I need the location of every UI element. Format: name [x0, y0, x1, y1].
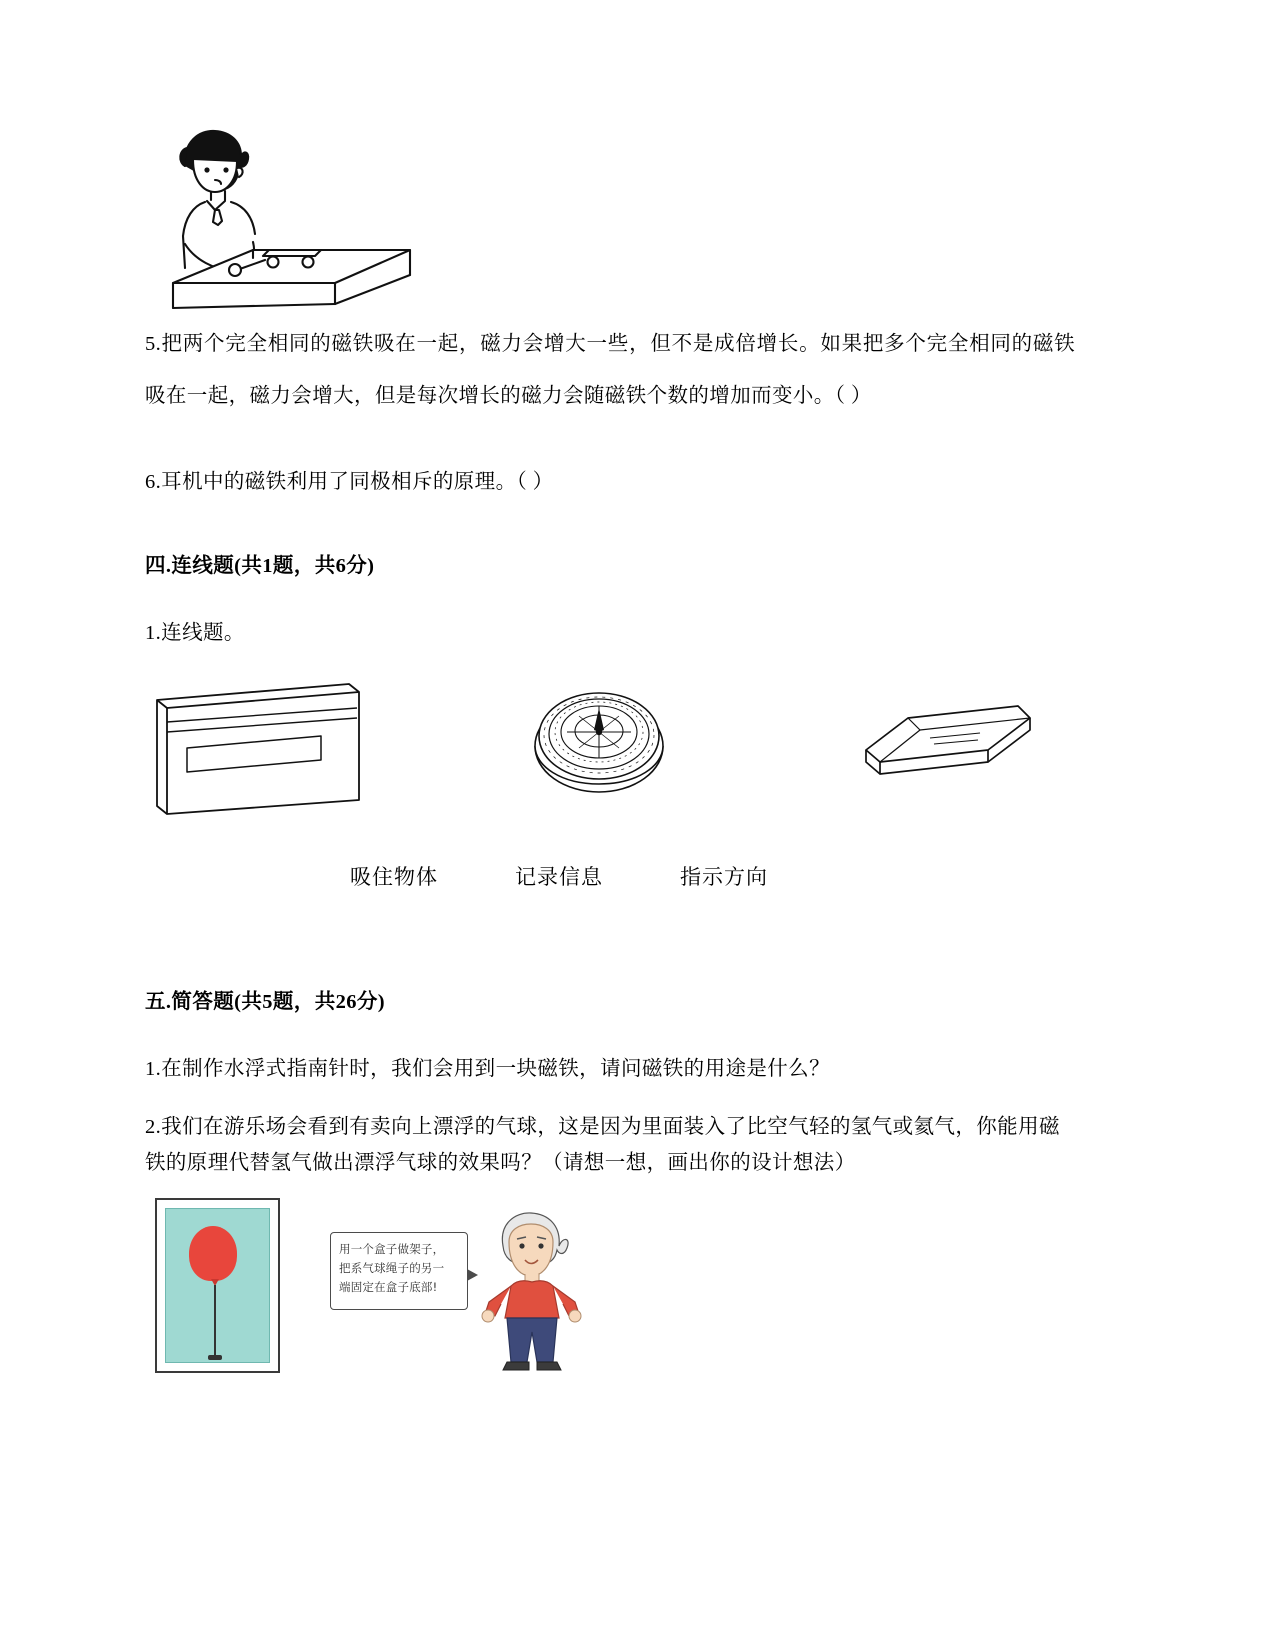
question-lianxian-1: 1.连线题。 — [145, 622, 245, 645]
red-balloon — [189, 1226, 237, 1281]
page-content — [145, 0, 1075, 1423]
section-heading-lianxian: 四.连线题(共1题，共6分) — [145, 555, 375, 578]
match-label-1: 吸住物体 — [350, 865, 438, 890]
balloon-design-figure — [145, 1198, 1075, 1423]
question-judge-6: 6.耳机中的磁铁利用了同极相斥的原理。（ ） — [145, 470, 554, 493]
boy-cart-figure — [145, 118, 410, 303]
match-label-3: 指示方向 — [680, 865, 768, 890]
speech-line-1: 用一个盒子做架子， — [339, 1241, 445, 1256]
speech-line-2: 把系气球绳子的另一 — [339, 1260, 445, 1275]
balloon-string — [214, 1285, 216, 1357]
balloon-box — [155, 1198, 280, 1373]
speech-line-3: 端固定在盒子底部! — [339, 1279, 438, 1294]
question-jianda-1: 1.在制作水浮式指南针时，我们会用到一块磁铁，请问磁铁的用途是什么？ — [145, 1058, 830, 1081]
magnet-card-figure — [153, 678, 363, 818]
objects-figure-row — [145, 666, 1075, 906]
compass-figure — [527, 666, 672, 816]
section-heading-jianda: 五.简答题(共5题，共26分) — [145, 991, 386, 1014]
question-jianda-2: 2.我们在游乐场会看到有卖向上漂浮的气球，这是因为里面装入了比空气轻的氢气或氦气，你能用磁铁的原理代替氢气做出漂浮气球的效果吗？（请想一想，画出你的设计想法） — [145, 1116, 1060, 1175]
balloon-anchor — [208, 1355, 222, 1360]
match-label-2: 记录信息 — [515, 865, 603, 890]
speech-bubble — [330, 1232, 468, 1310]
question-judge-5: 5.把两个完全相同的磁铁吸在一起，磁力会增大一些，但不是成倍增长。如果把多个完全相同的磁铁吸在一起，磁力会增大，但是每次增长的磁力会随磁铁个数的增加而变小。（ ） — [145, 333, 1075, 408]
boy-character-figure — [475, 1206, 585, 1386]
pencil-box-figure — [860, 688, 1035, 798]
